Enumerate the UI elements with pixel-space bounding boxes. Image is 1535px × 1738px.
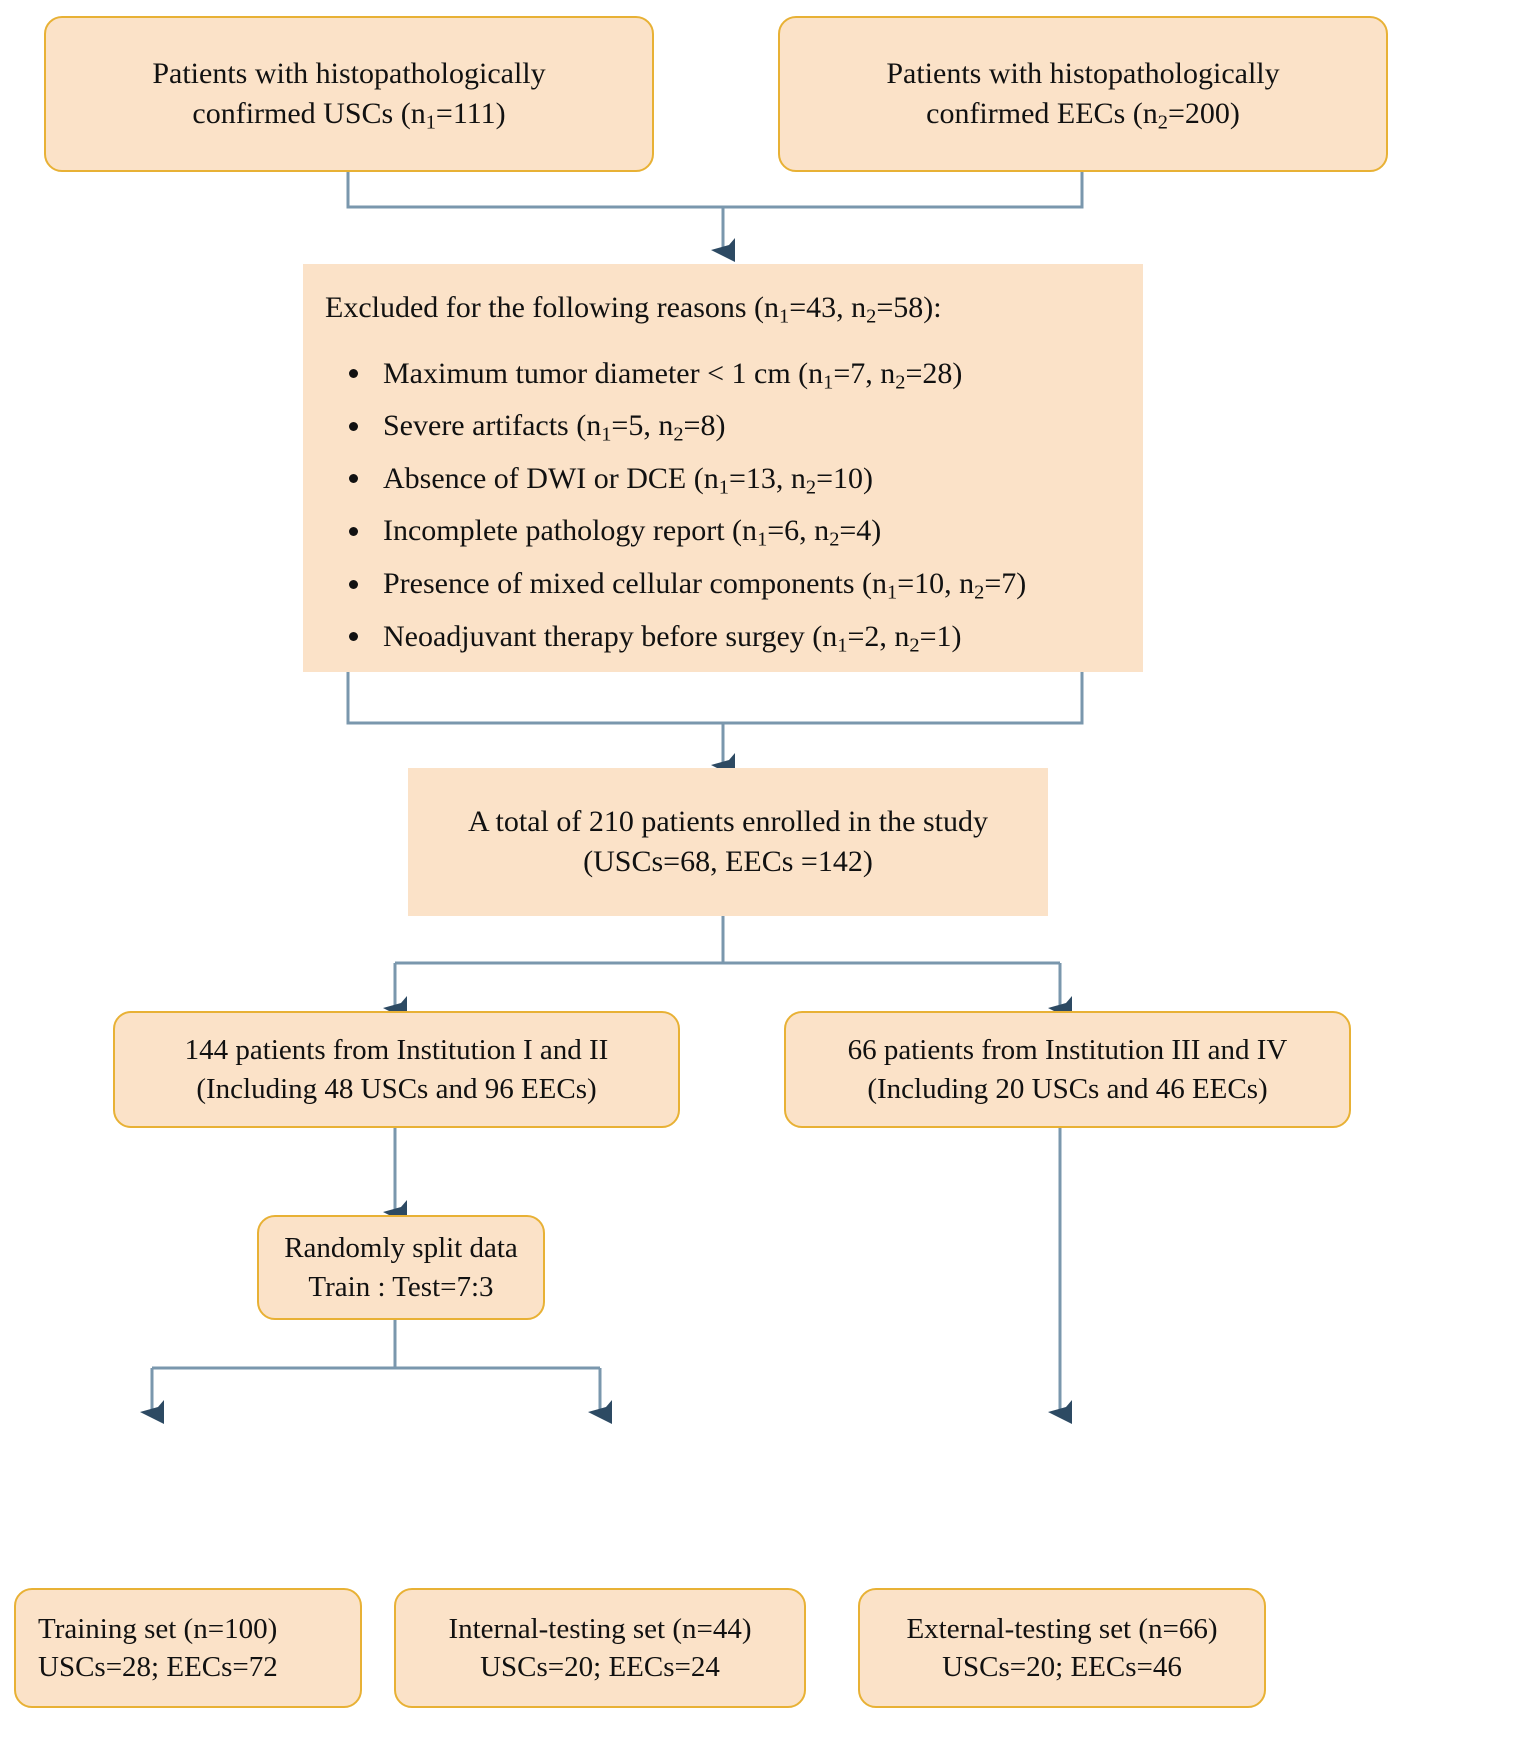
node-external-testing-set — [858, 1588, 1266, 1708]
usc-cohort-line-2 — [192, 94, 505, 134]
bullet-icon — [349, 580, 358, 589]
exclusion-reason-item — [383, 406, 1026, 446]
eec-cohort-line-2-pre: confirmed EECs (n — [926, 97, 1158, 130]
reason-text-pre: Maximum tumor diameter < 1 cm (n — [383, 356, 824, 390]
reason-sub-1: 1 — [887, 581, 898, 604]
exclusion-heading-post: =58): — [876, 291, 942, 324]
reason-text-post: =8) — [683, 409, 726, 443]
exclusion-heading — [325, 288, 942, 328]
eec-cohort-subscript: 2 — [1157, 111, 1168, 134]
external-testing-set-line-2: USCs=20; EECs=46 — [942, 1651, 1182, 1683]
node-random-split — [257, 1215, 545, 1320]
random-split-line-2: Train : Test=7:3 — [308, 1270, 494, 1303]
bullet-icon — [349, 474, 358, 483]
reason-sub-2: 2 — [673, 423, 684, 446]
training-set-line-2: USCs=28; EECs=72 — [38, 1651, 278, 1683]
exclusion-heading-mid: =43, n — [789, 291, 867, 324]
node-exclusion-criteria — [303, 264, 1143, 672]
training-set-line-1: Training set (n=100) — [38, 1612, 278, 1645]
reason-text-pre: Presence of mixed cellular components (n — [383, 566, 887, 600]
reason-sub-1: 1 — [837, 634, 848, 657]
reason-text-mid: =10, n — [897, 566, 975, 600]
reason-text-mid: =5, n — [611, 409, 674, 443]
internal-testing-set-line-2: USCs=20; EECs=24 — [480, 1651, 720, 1683]
reason-text-post: =7) — [984, 566, 1027, 600]
random-split-line-1: Randomly split data — [284, 1232, 518, 1265]
reason-sub-2: 2 — [895, 371, 906, 394]
bullet-icon — [349, 632, 358, 641]
exclusion-reason-item — [383, 564, 1026, 604]
bullet-icon — [349, 369, 358, 378]
reason-sub-2: 2 — [805, 476, 817, 499]
reason-text-pre: Incomplete pathology report (n — [383, 514, 758, 548]
institution-iii-iv-line-2: (Including 20 USCs and 46 EECs) — [867, 1072, 1268, 1105]
exclusion-reason-list — [325, 354, 1026, 657]
exclusion-reason-item — [383, 617, 1026, 657]
exclusion-reason-item — [383, 511, 1026, 551]
connector-cohorts-join — [348, 172, 1082, 207]
node-training-set — [14, 1588, 362, 1708]
node-institution-i-ii — [113, 1011, 680, 1128]
eec-cohort-line-2 — [926, 94, 1240, 134]
reason-sub-2: 2 — [829, 529, 840, 552]
reason-sub-2: 2 — [974, 581, 985, 604]
exclusion-heading-sub-1: 1 — [779, 305, 790, 328]
connector-excluded-bottom — [348, 672, 1082, 723]
reason-text-mid: =6, n — [767, 514, 830, 548]
node-enrolled-total — [408, 768, 1048, 916]
usc-cohort-line-2-pre: confirmed USCs (n — [192, 97, 426, 130]
reason-text-pre: Severe artifacts (n — [383, 409, 602, 443]
bullet-icon — [349, 527, 358, 536]
node-internal-testing-set — [394, 1588, 806, 1708]
usc-cohort-line-2-post: =111) — [435, 97, 506, 130]
reason-sub-1: 1 — [823, 371, 834, 394]
reason-text-post: =28) — [905, 356, 963, 390]
node-usc-cohort — [44, 16, 654, 172]
institution-iii-iv-line-1: 66 patients from Institution III and IV — [847, 1034, 1288, 1067]
reason-text-pre: Neoadjuvant therapy before surgey (n — [383, 619, 838, 653]
reason-text-mid: =2, n — [847, 619, 910, 653]
exclusion-reason-item — [383, 354, 1026, 394]
reason-text-post: =10) — [816, 461, 873, 495]
exclusion-reason-item — [383, 459, 1026, 499]
exclusion-heading-sub-2: 2 — [866, 305, 877, 328]
usc-cohort-line-1: Patients with histopathologically — [152, 57, 546, 91]
enrolled-line-2: (USCs=68, EECs =142) — [583, 845, 873, 878]
node-eec-cohort — [778, 16, 1388, 172]
reason-sub-2: 2 — [909, 634, 920, 657]
exclusion-heading-pre: Excluded for the following reasons (n — [325, 291, 780, 324]
reason-sub-1: 1 — [718, 476, 729, 499]
reason-sub-1: 1 — [601, 423, 612, 446]
enrolled-line-1: A total of 210 patients enrolled in the study — [468, 805, 988, 839]
institution-i-ii-line-1: 144 patients from Institution I and II — [184, 1034, 609, 1067]
institution-i-ii-line-2: (Including 48 USCs and 96 EECs) — [196, 1072, 597, 1105]
eec-cohort-line-1: Patients with histopathologically — [886, 57, 1280, 91]
eec-cohort-line-2-post: =200) — [1167, 97, 1240, 130]
internal-testing-set-line-1: Internal-testing set (n=44) — [448, 1612, 752, 1645]
reason-sub-1: 1 — [757, 529, 768, 552]
reason-text-post: =4) — [839, 514, 882, 548]
bullet-icon — [349, 422, 358, 431]
reason-text-mid: =13, n — [728, 461, 806, 495]
external-testing-set-line-1: External-testing set (n=66) — [906, 1612, 1218, 1645]
reason-text-mid: =7, n — [833, 356, 896, 390]
reason-text-pre: Absence of DWI or DCE (n — [383, 461, 719, 495]
usc-cohort-subscript: 1 — [425, 111, 436, 134]
reason-text-post: =1) — [919, 619, 962, 653]
node-institution-iii-iv — [784, 1011, 1351, 1128]
